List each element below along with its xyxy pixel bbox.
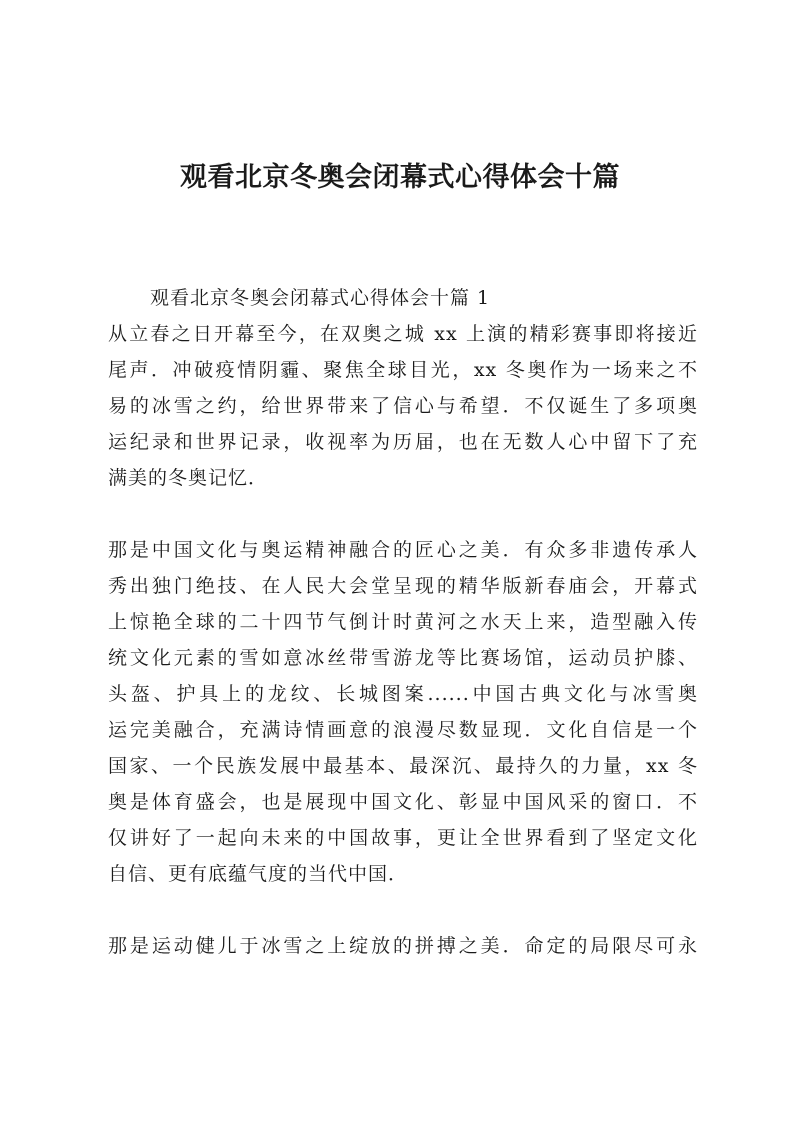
paragraph-spacer <box>108 496 698 532</box>
paragraph-spacer <box>108 892 698 928</box>
paragraph-2-line-6: 运完美融合，充满诗情画意的浪漫尽数显现．文化自信是一个 <box>108 719 698 741</box>
paragraph-2-line-7: 国家、一个民族发展中最基本、最深沉、最持久的力量，xx 冬 <box>108 755 698 777</box>
paragraph-2-line-10: 自信、更有底蕴气度的当代中国． <box>108 863 409 885</box>
paragraph-1-line-3: 易的冰雪之约，给世界带来了信心与希望．不仅诞生了多项奥 <box>108 395 698 417</box>
paragraph-2-line-9: 仅讲好了一起向未来的中国故事，更让全世界看到了坚定文化 <box>108 827 698 849</box>
paragraph-1-line-5: 满美的冬奥记忆． <box>108 467 269 489</box>
paragraph-2-line-2: 秀出独门绝技、在人民大会堂呈现的精华版新春庙会，开幕式 <box>108 575 698 597</box>
section-heading: 观看北京冬奥会闭幕式心得体会十篇 1 <box>150 287 491 309</box>
document-title: 观看北京冬奥会闭幕式心得体会十篇 <box>180 162 620 193</box>
paragraph-2-line-8: 奥是体育盛会，也是展现中国文化、彰显中国风采的窗口．不 <box>108 791 698 813</box>
paragraph-1-line-4: 运纪录和世界记录，收视率为历届，也在无数人心中留下了充 <box>108 431 698 453</box>
paragraph-2-line-5: 头盔、护具上的龙纹、长城图案......中国古典文化与冰雪奥 <box>108 683 698 705</box>
paragraph-2-line-4: 统文化元素的雪如意冰丝带雪游龙等比赛场馆，运动员护膝、 <box>108 647 698 669</box>
document-body <box>108 280 698 964</box>
paragraph-1-line-1: 从立春之日开幕至今，在双奥之城 xx 上演的精彩赛事即将接近 <box>108 323 698 345</box>
paragraph-1-line-2: 尾声．冲破疫情阴霾、聚焦全球目光，xx 冬奥作为一场来之不 <box>108 359 698 381</box>
paragraph-2-line-3: 上惊艳全球的二十四节气倒计时黄河之水天上来，造型融入传 <box>108 611 698 633</box>
paragraph-3-line-1: 那是运动健儿于冰雪之上绽放的拼搏之美．命定的局限尽可永 <box>108 935 698 957</box>
paragraph-2-line-1: 那是中国文化与奥运精神融合的匠心之美．有众多非遗传承人 <box>108 539 698 561</box>
